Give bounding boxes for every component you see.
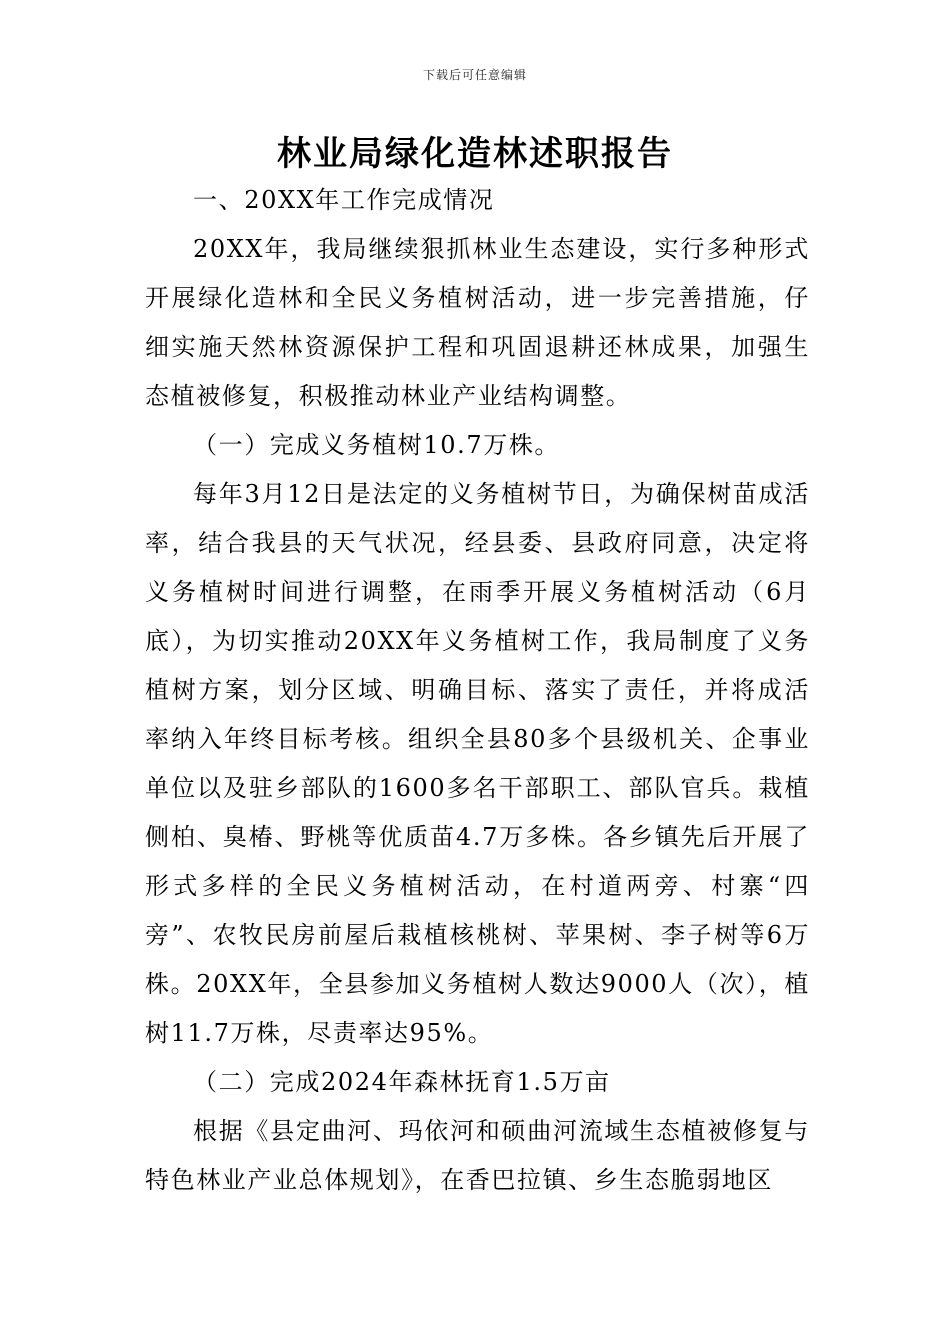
document-title: 林业局绿化造林述职报告 xyxy=(277,134,673,174)
header-note: 下载后可任意编辑 xyxy=(422,68,527,82)
paragraph: 根据《县定曲河、玛依河和硕曲河流域生态植被修复与特色林业产业总体规划》，在香巴拉镇、乡生态脆弱地区 xyxy=(145,1117,810,1194)
subsection-heading: （一）完成义务植树10.7万株。 xyxy=(193,431,561,459)
document-body xyxy=(145,176,810,1205)
paragraph: 20XX年，我局继续狠抓林业生态建设，实行多种形式开展绿化造林和全民义务植树活动，进一步完善措施，仔细实施天然林资源保护工程和巩固退耕还林成果，加强生态植被修复，积极推动林业产业结构调整。 xyxy=(145,235,810,410)
section-heading: 一、20XX年工作完成情况 xyxy=(193,186,495,214)
subsection-heading: （二）完成2024年森林抚育1.5万亩 xyxy=(193,1068,611,1096)
paragraph: 每年3月12日是法定的义务植树节日，为确保树苗成活率，结合我县的天气状况，经县委、县政府同意，决定将义务植树时间进行调整，在雨季开展义务植树活动（6月底），为切实推动20XX年义务植树工作，我局制度了义务植树方案，划分区域、明确目标、落实了责任，并将成活率纳入年终目标考核。组织全县80多个县级机关、企事业单位以及驻乡部队的1600多名干部职工、部队官兵。栽植侧柏、臭椿、野桃等优质苗4.7万多株。各乡镇先后开展了形式多样的全民义务植树活动，在村道两旁、村寨“四旁”、农牧民房前屋后栽植核桃树、苹果树、李子树等6万株。20XX年，全县参加义务植树人数达9000人（次），植树11.7万株，尽责率达95%。 xyxy=(145,480,810,1047)
